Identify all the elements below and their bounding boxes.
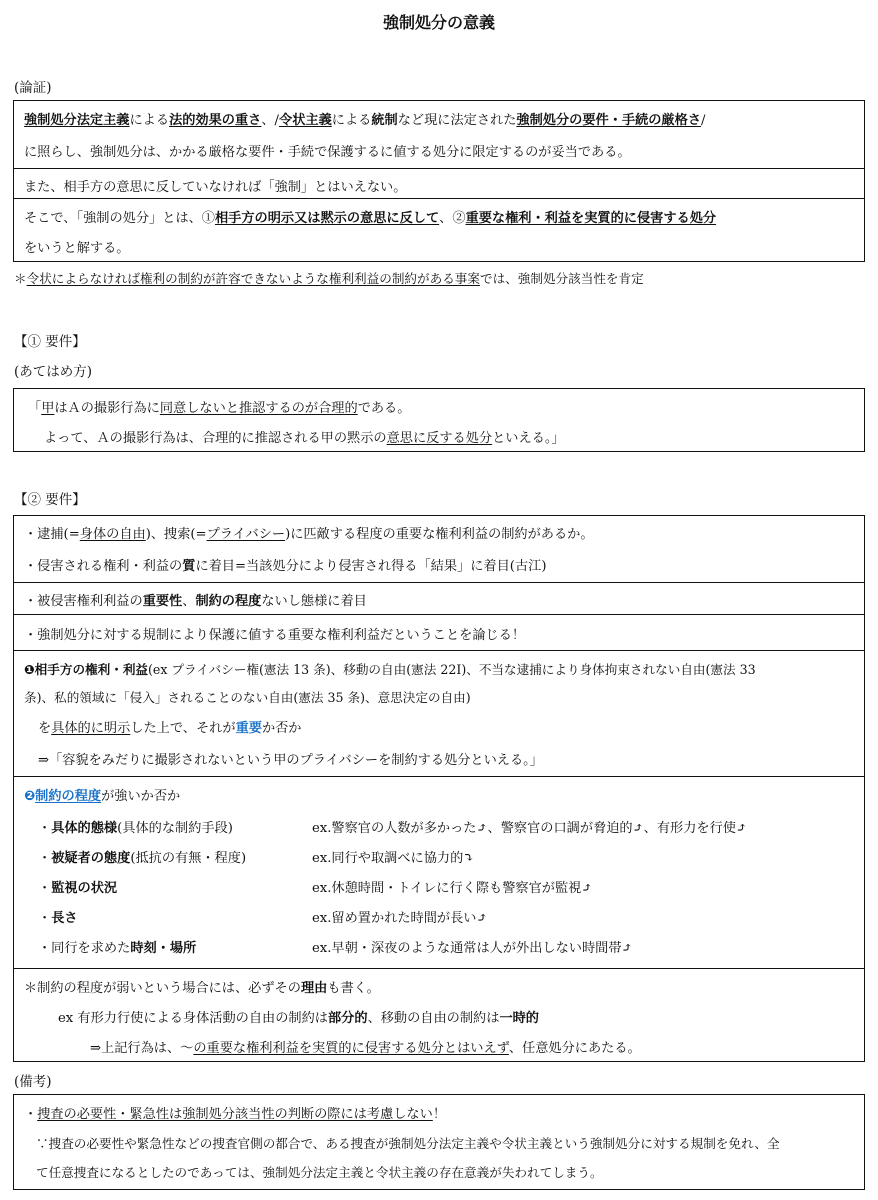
restriction-item-example: ex.休憩時間・トイレに行く際も警察官が監視⤴: [312, 881, 593, 896]
biko-line-1: ・捜査の必要性・緊急性は強制処分該当性の判断の際には考慮しない！: [24, 1107, 446, 1122]
req2-line-a2: ・侵害される権利・利益の質に着目=当該処分により侵害され得る「結果」に着目(古江): [24, 559, 547, 574]
restriction-item-example: ex.同行や取調べに協力的⤵: [312, 851, 475, 866]
req2-box: [13, 515, 865, 1062]
req1-line-1: 「甲はＡの撮影行為に同意しないと推認するのが合理的である。: [28, 401, 411, 416]
req2-line-c: ・強制処分に対する規制により保護に値する重要な権利利益だということを論じる！: [24, 628, 526, 643]
req2-line-a1: ・逮捕(=身体の自由)、捜索(=プライバシー)に匹敵する程度の重要な権利利益の制約があるか。: [24, 527, 594, 542]
ronsho-line-3a: そこで、「強制の処分」とは、①相手方の明示又は黙示の意思に反して、②重要な権利・利益を実質的に侵害する処分: [24, 211, 717, 226]
ronsho-row-3: [14, 198, 864, 262]
req2-line-f1: ＊制約の程度が弱いという場合には、必ずその理由も書く。: [24, 981, 380, 996]
page-title: 強制処分の意義: [382, 13, 495, 32]
req2-row-b: [14, 582, 864, 615]
req2-row-f: [14, 968, 864, 1062]
req2-line-d1: ❶相手方の権利・利益(ex プライバシー権(憲法 13 条)、移動の自由(憲法 22Ⅰ)、不当な逮捕により身体拘束されない自由(憲法 33: [24, 662, 756, 677]
biko-line-2: ∵捜査の必要性や緊急性などの捜査官側の都合で、ある捜査が強制処分法定主義や令状主義という強制処分に対する規制を免れ、全: [36, 1136, 780, 1151]
restriction-item-label: ・同行を求めた時刻・場所: [38, 941, 197, 956]
req1-label: 【① 要件】: [14, 334, 86, 350]
restriction-item-label: ・被疑者の態度(抵抗の有無・程度): [38, 851, 247, 866]
ronsho-row-1: [14, 101, 864, 168]
req2-row-a: [14, 516, 864, 582]
req1-line-2: よって、Ａの撮影行為は、合理的に推認される甲の黙示の意思に反する処分といえる。」: [44, 431, 565, 446]
req2-row-d: [14, 650, 864, 777]
ronsho-line-3b: をいうと解する。: [24, 241, 130, 256]
restriction-item-example: ex.早朝・深夜のような通常は人が外出しない時間帯⤴: [312, 941, 633, 956]
restriction-item-label: ・長さ: [38, 911, 78, 926]
req1-box: [13, 388, 865, 452]
req2-line-d3: を具体的に明示した上で、それが重要か否か: [38, 721, 302, 736]
req2-row-e: [14, 776, 864, 969]
restriction-item-label: ・監視の状況: [38, 881, 118, 896]
req2-line-f3: ⇒上記行為は、〜の重要な権利利益を実質的に侵害する処分とはいえず、任意処分にあたる。: [90, 1041, 641, 1056]
atehame-label: (あてはめ方): [14, 364, 93, 380]
ronsho-line-1a: 強制処分法定主義による法的効果の重さ、/令状主義による統制など現に法定された強制処分の要件・手続の厳格さ/: [24, 113, 706, 128]
req2-line-d4: ⇒「容貌をみだりに撮影されないという甲のプライバシーを制約する処分といえる。」: [38, 753, 543, 768]
req2-line-d2: 条)、私的領域に「侵入」されることのない自由(憲法 35 条)、意思決定の自由): [24, 690, 471, 705]
restriction-item-example: ex.警察官の人数が多かった⤴、警察官の口調が脅迫的⤴、有形力を行使⤴: [312, 821, 748, 836]
req2-label: 【② 要件】: [14, 492, 86, 508]
req2-line-f2: ex 有形力行使による身体活動の自由の制約は部分的、移動の自由の制約は一時的: [58, 1011, 539, 1026]
restriction-item-label: ・具体的態様(具体的な制約手段): [38, 821, 233, 836]
restriction-item-example: ex.留め置かれた時間が長い⤴: [312, 911, 488, 926]
ronsho-box: [13, 100, 865, 262]
ronsho-label: (論証): [14, 80, 52, 96]
ronsho-line-2: また、相手方の意思に反していなければ「強制」とはいえない。: [24, 180, 407, 195]
req2-line-e-head: ❷制約の程度が強いか否か: [24, 789, 181, 804]
biko-line-3: て任意捜査になるとしたのであっては、強制処分法定主義と令状主義の存在意義が失われてしまう。: [36, 1165, 603, 1180]
ronsho-row-2: [14, 168, 864, 199]
ronsho-line-1b: に照らし、強制処分は、かかる厳格な要件・手続で保護するに値する処分に限定するのが妥当である。: [24, 145, 631, 160]
req2-row-c: [14, 614, 864, 651]
req2-line-b: ・被侵害権利利益の重要性、制約の程度ないし態様に着目: [24, 594, 367, 609]
biko-label: (備考): [14, 1074, 52, 1090]
biko-box: [13, 1094, 865, 1190]
ronsho-note: ＊令状によらなければ権利の制約が許容できないような権利利益の制約がある事案では、強制処分該当性を肯定: [14, 271, 644, 286]
